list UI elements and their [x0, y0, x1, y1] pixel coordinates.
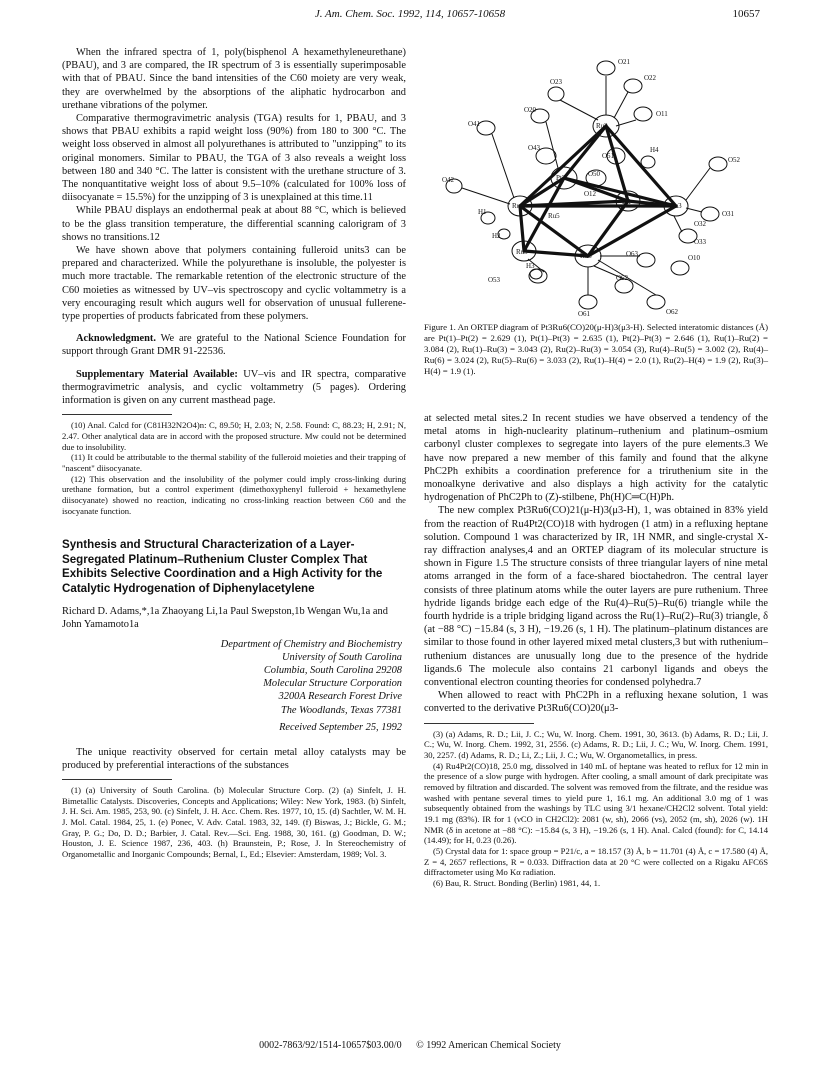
affiliation-line: Molecular Structure Corporation	[263, 678, 402, 690]
footnote: (10) Anal. Calcd for (C81H32N2O4)n: C, 89.50; H, 2.03; N, 2.58. Found: C, 88.23; H, 2.91; N, 2.47. Other analytical data are in accord with the proposed structure. Mw could not be determined due to insolubility.	[62, 420, 406, 452]
atom-label: O51	[602, 152, 615, 160]
body-paragraph: When the infrared spectra of 1, poly(bisphenol A hexamethyleneurethane) (PBAU), and 3 are compared, the IR spectrum of 3 is essentially superimposable with that of PBAU. Since the band intensities of the C60 moiety are very weak, they are overwhelmed by the absorptions of the aliphatic hydrocarbon and urethane vibrations of the polymer.	[62, 47, 406, 111]
figure-caption: Figure 1. An ORTEP diagram of Pt3Ru6(CO)20(μ-H)3(μ3-H). Selected interatomic distances (Å) are Pt(1)–Pt(2) = 2.629 (1), Pt(1)–Pt(3) = 2.635 (1), Pt(2)–Pt(3) = 2.646 (1), Ru(1)–Ru(2) = 3.084 (2), Ru(1)–Ru(3) = 3.043 (2), Ru(2)–Ru(3) = 3.054 (3), Ru(4)–Ru(5) = 3.002 (2), Ru(4)–Ru(6) = 3.024 (2), Ru(5)–Ru(6) = 3.033 (2), Ru(1)–H(4) = 2.0 (1), Ru(2)–H(4) = 1.9 (2), Ru(3)–H(4) = 1.9 (1).	[424, 322, 768, 377]
body-paragraph: When allowed to react with PhC2Ph in a refluxing hexane solution, 1 was converted to the derivative Pt3Ru6(CO)20(μ3-	[424, 690, 768, 715]
atom-label: Ru4	[512, 202, 524, 210]
footnote: (1) (a) University of South Carolina. (b) Molecular Structure Corp. (2) (a) Sinfelt, J. H. Bimetallic Catalysts. Discoveries, Concepts and Applications; Wiley: New York, 1983. (b) Sinfelt, J. H. Sci. Am. 1985, 253, 90. (c) Sinfelt, J. H. Acc. Chem. Res. 1977, 10, 15. (d) Sachtler, W. M. H. J. Mol. Catal. 1984, 25, 1. (e) Ponec, V. Adv. Catal. 1983, 32, 149. (f) Biswas, J.; Bickle, G. M.; Gray, P. G.; Do, D. D.; Barbier, J. Catal. Rev.—Sci. Eng. 1988, 30, 161. (g) Goodman, D. W.; Houston, J. E. Science 1987, 236, 403. (h) Braunstein, P.; Rose, J. In Stereochemistry of Organometallic and Inorganic Compounds; Bernal, I., Ed.; Elsevier: Amsterdam, 1989; Vol. 3.	[62, 785, 406, 860]
body-paragraph: at selected metal sites.2 In recent studies we have observed a tendency of the metal atoms in high-nuclearity platinum–ruthenium and platinum–osmium carbonyl cluster complexes to segregate into layers of the pure elements.3 We have now prepared a new member of this family and found that the alkyne PhC2Ph exhibits a coordination preference for a triruthenium site in the monoalkyne derivative and also displays a high activity for the catalytic hydrogenation of PhC2Ph to (Z)-stilbene, Ph(H)C═C(H)Ph.	[424, 413, 768, 504]
footnote: (4) Ru4Pt2(CO)18, 25.0 mg, dissolved in 140 mL of heptane was heated to reflux for 12 min in the presence of a slow purge with hydrogen. After cooling, a small amount of dark precipitate was removed by filtration and discarded. The solvent was removed from the filtrate, and the residue was washed with pentane several times to yield pure 1, 16.1 mg. An additional 3.0 mg of 1 was subsequently obtained from the washings by TLC using 3/1 hexane/CH2Cl2 solvent. Total yield: 19.1 mg (83%). IR for 1 (νCO in CH2Cl2): 2081 (w, sh), 2066 (vs), 2052 (m, sh), 2026 (w). 1H NMR (δ in acetone at −88 °C): −15.84 (s, 3 H), −19.26 (s, 1 H). Anal. Calcd (found): for C, 14.14 (14.49); for H, 0.23 (0.26).	[424, 760, 768, 846]
atom-label: O23	[550, 78, 563, 86]
atom-label: O63	[626, 250, 639, 258]
article-code: 0002-7863/92/1514-10657$03.00/0	[259, 1040, 402, 1051]
received-date: Received September 25, 1992	[279, 721, 402, 733]
footnote: (6) Bau, R. Struct. Bonding (Berlin) 1981, 44, 1.	[433, 877, 601, 888]
atom-label: O61	[578, 310, 591, 318]
author-list: Richard D. Adams,*,1a Zhaoyang Li,1a Paul Swepston,1b Wengan Wu,1a and John Yamamoto1a	[62, 605, 388, 630]
page-number: 10657	[732, 8, 760, 20]
atom-label: O41	[468, 120, 481, 128]
supplementary-material	[62, 368, 406, 408]
atom-label: O62	[666, 308, 679, 316]
atom-label: H1	[478, 208, 487, 216]
atom-label: O33	[694, 238, 707, 246]
copyright: © 1992 American Chemical Society	[416, 1040, 561, 1051]
atom-label: Ru5	[516, 248, 528, 256]
affiliation-line: 3200A Research Forest Drive	[278, 691, 402, 703]
atom-label: O20	[524, 106, 537, 114]
acknowledgment	[62, 332, 406, 358]
supplementary-text: UV–vis and IR spectra, comparative thermogravimetric analysis, and cyclic voltammetry (5 pages). Ordering information is given on any current masthead page.	[62, 368, 406, 407]
footnote: (3) (a) Adams, R. D.; Lii, J. C.; Wu, W. Inorg. Chem. 1991, 30, 3613. (b) Adams, R. D.; Lii, J. C.; Wu, W. Inorg. Chem. 1992, 31, 2556. (c) Adams, R. D.; Lii, J. C.; Wu, W. Inorg. Chem. 1991, 30, 2257. (d) Adams, R. D.; Li, Z.; Lii, J. C.; Wu, W. Organometallics, in press.	[424, 728, 768, 760]
atom-label: O42	[442, 176, 455, 184]
body-paragraph: While PBAU displays an endothermal peak at about 88 °C, which is believed to be the glass transition temperature, the differential scanning calorigram of 3 shows no transitions.12	[62, 205, 406, 243]
atom-label: O32	[694, 220, 707, 228]
running-header	[60, 8, 760, 24]
atom-label: O22	[644, 74, 657, 82]
atom-label: O12	[584, 190, 597, 198]
article-title: Synthesis and Structural Characterization of a Layer-Segregated Platinum–Ruthenium Cluster Complex That Exhibits Selective Coordination and a High Activity for the Catalytic Hydrogenation of Diphenylacetylene	[62, 538, 383, 595]
atom-label: O52	[728, 156, 741, 164]
atom-label: O21	[618, 58, 631, 66]
journal-citation: J. Am. Chem. Soc. 1992, 114, 10657-10658	[314, 8, 506, 20]
atom-label: O31	[722, 210, 735, 218]
acknowledgment-label: Acknowledgment.	[76, 333, 156, 345]
body-paragraph: Comparative thermogravimetric analysis (TGA) results for 1, PBAU, and 3 shows that PBAU exhibits a rapid weight loss (90%) from 180 to 300 °C. The weight loss observed in almost all polyurethanes is attributed to "unzipping" to its original monomers. Similar to PBAU, the TGA of 3 also reveals a weight loss between 180 and 340 °C. The latter is consistent with the urethane structure of 3. The nonquantitative weight loss of about 9.5–10% (calculated for 100% loss of diisocyanate = 15.5%) for the unzipping of 3 is unexplained at this time.11	[62, 113, 406, 204]
affiliation-block	[62, 638, 406, 734]
supplementary-label: Supplementary Material Available:	[76, 368, 238, 380]
atom-label: H4	[650, 146, 659, 154]
footnote-rule	[62, 414, 172, 415]
acknowledgment-text: We are grateful to the National Science Foundation for support through Grant DMR 91-22536.	[62, 333, 406, 358]
affiliation-line: University of South Carolina	[282, 652, 402, 664]
ortep-diagram	[428, 46, 768, 318]
right-column	[424, 412, 768, 889]
atom-label: Ru6	[580, 252, 592, 260]
body-paragraph: The unique reactivity observed for certain metal alloy catalysts may be produced by preferential interactions of the substances	[62, 746, 406, 771]
affiliation-line: The Woodlands, Texas 77381	[280, 704, 402, 716]
affiliation-line: Columbia, South Carolina 29208	[263, 665, 402, 677]
body-paragraph: We have shown above that polymers containing fulleroid units3 can be prepared and characterized. While the polyurethane is insoluble, the polyester is much more tractable. The remarkable retention of the electronic structure of the C60 moieties as witnessed by UV–vis spectroscopy and cyclic voltammetry is a very encouraging result which augurs well for observation of unusual fullerene-type properties of products fabricated from these polymers.	[62, 245, 406, 323]
atom-label: Ru3	[670, 202, 682, 210]
atom-label: O43	[528, 144, 541, 152]
atom-label: H2	[492, 232, 501, 240]
footnote: (12) This observation and the insolubility of the polymer could imply cross-linking during urethane formation, but a control experiment (dimethoxyphenyl fulleroid + hexamethylene diisocyanate) showed no reaction, indicating no cross-linking reaction between C60 and the isocyanate function.	[62, 473, 406, 516]
atom-label: O53	[488, 276, 501, 284]
footnote: (11) It could be attributable to the thermal stability of the fulleroid moieties and their trapping of "nascent" diisocyanate.	[62, 452, 406, 473]
atom-label: Pt1	[622, 198, 632, 206]
page-footer	[0, 1040, 820, 1051]
footnote-rule	[62, 779, 172, 780]
body-paragraph: The new complex Pt3Ru6(CO)21(μ-H)3(μ3-H), 1, was obtained in 83% yield from the reaction of Ru4Pt2(CO)18 with hydrogen (1 atm) in a refluxing heptane solution. Compound 1 was characterized by IR, 1H NMR, and single-crystal X-ray diffraction analyses,4 and an ORTEP diagram of its molecular structure is shown in Figure 1.5 The structure consists of three triangular layers of nine metal atoms arranged in the form of a face-shared bioctahedron. The central layer consists of three platinum atoms while the outer layers are pure ruthenium. Three hydride ligands bridge each edge of the Ru(4)–Ru(5)–Ru(6) triangle while the fourth hydride is a triple bridging ligand across the Ru(1)–Ru(2)–Ru(3) triangle, δ (at −88 °C) −15.84 (s, 3 H), −19.26 (s, 1 H). The platinum–platinum distances are similar to those found in other layered mixed metal clusters,3 but with ruthenium–ruthenium distances are unusually long due to the presence of the hydride ligands.6 The molecule also contains 21 carbonyl ligands and obeys the conventional electron counting theories for condensed polyhedra.7	[424, 505, 768, 689]
atom-label: H3	[526, 262, 535, 270]
footnote-rule	[424, 723, 534, 724]
atom-label: O50	[588, 170, 601, 178]
atom-label: O10	[688, 254, 701, 262]
atom-label: Pt2	[556, 174, 566, 182]
affiliation-line: Department of Chemistry and Biochemistry	[220, 638, 402, 650]
atom-label: Ru5	[548, 212, 560, 220]
atom-label: Ru2	[596, 122, 608, 130]
atom-label: O62	[616, 274, 629, 282]
atom-label: O11	[656, 110, 668, 118]
left-column	[62, 46, 406, 860]
footnote: (5) Crystal data for 1: space group = P21/c, a = 18.157 (3) Å, b = 11.701 (4) Å, c = 17.580 (4) Å, Z = 4, 2657 reflections, R = 0.033. Diffraction data at 20 °C were collected on a Rigaku AFC6S diffractometer using Mo Kα radiation.	[424, 845, 768, 878]
